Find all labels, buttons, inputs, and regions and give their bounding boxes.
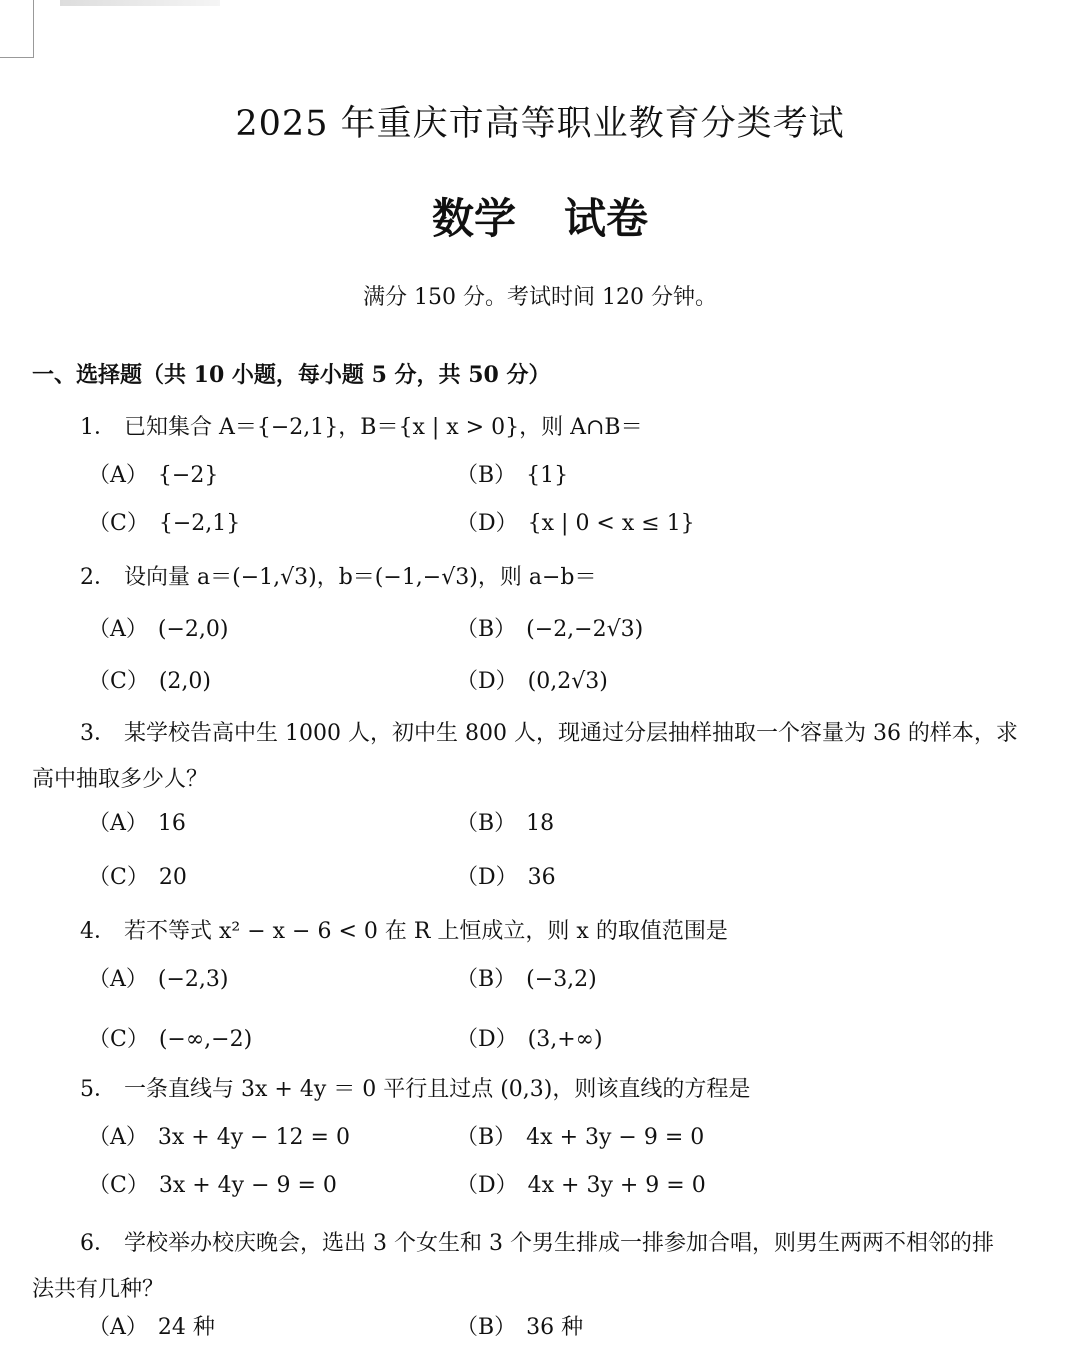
- option-text: (−3,2): [526, 967, 597, 992]
- option-text: (0,2√3): [527, 669, 608, 694]
- q4-option-c: [88, 1022, 252, 1053]
- option-text: (−2,0): [157, 617, 229, 642]
- option-letter: （B）: [456, 1125, 517, 1150]
- option-letter: （A）: [88, 1125, 148, 1150]
- question-5: [80, 1072, 750, 1103]
- option-letter: （D）: [456, 1027, 518, 1052]
- option-text: 36 种: [526, 1315, 584, 1340]
- option-letter: （A）: [88, 967, 148, 992]
- q6-option-b: [456, 1310, 583, 1341]
- question-stem: 一条直线与 3x + 4y ＝ 0 平行且过点 (0,3)，则该直线的方程是: [124, 1077, 751, 1102]
- q3-option-c: [88, 860, 187, 891]
- question-1: [80, 410, 643, 441]
- option-text: 36: [527, 865, 556, 890]
- question-number: 2．: [80, 565, 116, 590]
- option-text: (3,+∞): [527, 1027, 603, 1052]
- q4-option-a: [88, 962, 228, 993]
- question-stem: 某学校告高中生 1000 人，初中生 800 人，现通过分层抽样抽取一个容量为 36 的样本，求: [124, 721, 1018, 746]
- question-4: [80, 914, 728, 945]
- question-3-continued: 高中抽取多少人？: [32, 767, 209, 792]
- subject-label: 数学: [431, 194, 516, 243]
- question-number: 6．: [80, 1231, 116, 1256]
- q1-option-b: [456, 458, 568, 489]
- q1-option-d: [456, 506, 695, 537]
- question-number: 5．: [80, 1077, 116, 1102]
- option-letter: （B）: [456, 463, 517, 488]
- option-letter: （D）: [456, 865, 518, 890]
- option-text: 4x + 3y + 9 = 0: [527, 1173, 706, 1198]
- q2-option-c: [88, 664, 211, 695]
- option-text: (−2,−2√3): [526, 617, 644, 642]
- option-letter: （C）: [88, 865, 149, 890]
- question-stem: 学校举办校庆晚会，选出 3 个女生和 3 个男生排成一排参加合唱，则男生两两不相邻的排: [124, 1231, 994, 1256]
- option-letter: （C）: [88, 1027, 149, 1052]
- option-letter: （A）: [88, 1315, 148, 1340]
- q1-option-a: [88, 458, 218, 489]
- option-text: {x | 0 < x ≤ 1}: [527, 511, 695, 536]
- option-letter: （B）: [456, 617, 517, 642]
- paper-subtitle: [0, 186, 1080, 246]
- q2-option-d: [456, 664, 608, 695]
- option-letter: （D）: [456, 511, 518, 536]
- option-text: 16: [157, 811, 186, 836]
- option-text: 20: [158, 865, 187, 890]
- option-letter: （C）: [88, 669, 149, 694]
- q5-option-d: [456, 1168, 706, 1199]
- option-text: (−∞,−2): [158, 1027, 253, 1052]
- crop-corner-mark: [0, 0, 34, 58]
- q3-option-a: [88, 806, 186, 837]
- q4-option-d: [456, 1022, 603, 1053]
- option-text: 18: [526, 811, 555, 836]
- option-text: {−2}: [157, 463, 219, 488]
- option-text: (−2,3): [157, 967, 229, 992]
- q3-option-d: [456, 860, 556, 891]
- q6-option-a: [88, 1310, 215, 1341]
- option-letter: （D）: [456, 669, 518, 694]
- exam-title: 2025 年重庆市高等职业教育分类考试: [235, 104, 845, 144]
- question-stem: 若不等式 x² − x − 6 < 0 在 R 上恒成立，则 x 的取值范围是: [124, 919, 728, 944]
- question-3: [80, 716, 1018, 747]
- question-number: 1．: [80, 415, 116, 440]
- q1-option-c: [88, 506, 240, 537]
- option-letter: （B）: [456, 967, 517, 992]
- option-letter: （B）: [456, 811, 517, 836]
- q5-option-c: [88, 1168, 337, 1199]
- option-text: {1}: [526, 463, 569, 488]
- option-text: {−2,1}: [158, 511, 241, 536]
- question-stem: 设向量 a＝(−1,√3)，b＝(−1,−√3)，则 a−b＝: [124, 565, 597, 590]
- section-heading: 一、选择题（共 10 小题，每小题 5 分，共 50 分）: [32, 362, 551, 388]
- option-letter: （A）: [88, 617, 148, 642]
- question-number: 4．: [80, 919, 116, 944]
- question-number: 3．: [80, 721, 116, 746]
- q5-option-b: [456, 1120, 704, 1151]
- option-text: (2,0): [158, 669, 211, 694]
- option-text: 3x + 4y − 12 = 0: [157, 1125, 350, 1150]
- option-letter: （D）: [456, 1173, 518, 1198]
- option-text: 24 种: [157, 1315, 215, 1340]
- option-letter: （A）: [88, 811, 148, 836]
- option-letter: （C）: [88, 511, 149, 536]
- q4-option-b: [456, 962, 597, 993]
- option-text: 3x + 4y − 9 = 0: [158, 1173, 337, 1198]
- question-6: [80, 1226, 994, 1257]
- q5-option-a: [88, 1120, 350, 1151]
- question-2: [80, 560, 596, 591]
- scan-smudge: [60, 0, 220, 6]
- q2-option-b: [456, 612, 643, 643]
- option-letter: （B）: [456, 1315, 517, 1340]
- paper-label: 试卷: [564, 194, 649, 243]
- question-stem: 已知集合 A＝{−2,1}，B＝{x | x > 0}，则 A∩B＝: [124, 415, 643, 440]
- option-letter: （A）: [88, 463, 148, 488]
- option-text: 4x + 3y − 9 = 0: [526, 1125, 705, 1150]
- exam-info: 满分 150 分。考试时间 120 分钟。: [363, 285, 717, 310]
- question-6-continued: 法共有几种？: [32, 1277, 165, 1302]
- option-letter: （C）: [88, 1173, 149, 1198]
- q3-option-b: [456, 806, 554, 837]
- q2-option-a: [88, 612, 228, 643]
